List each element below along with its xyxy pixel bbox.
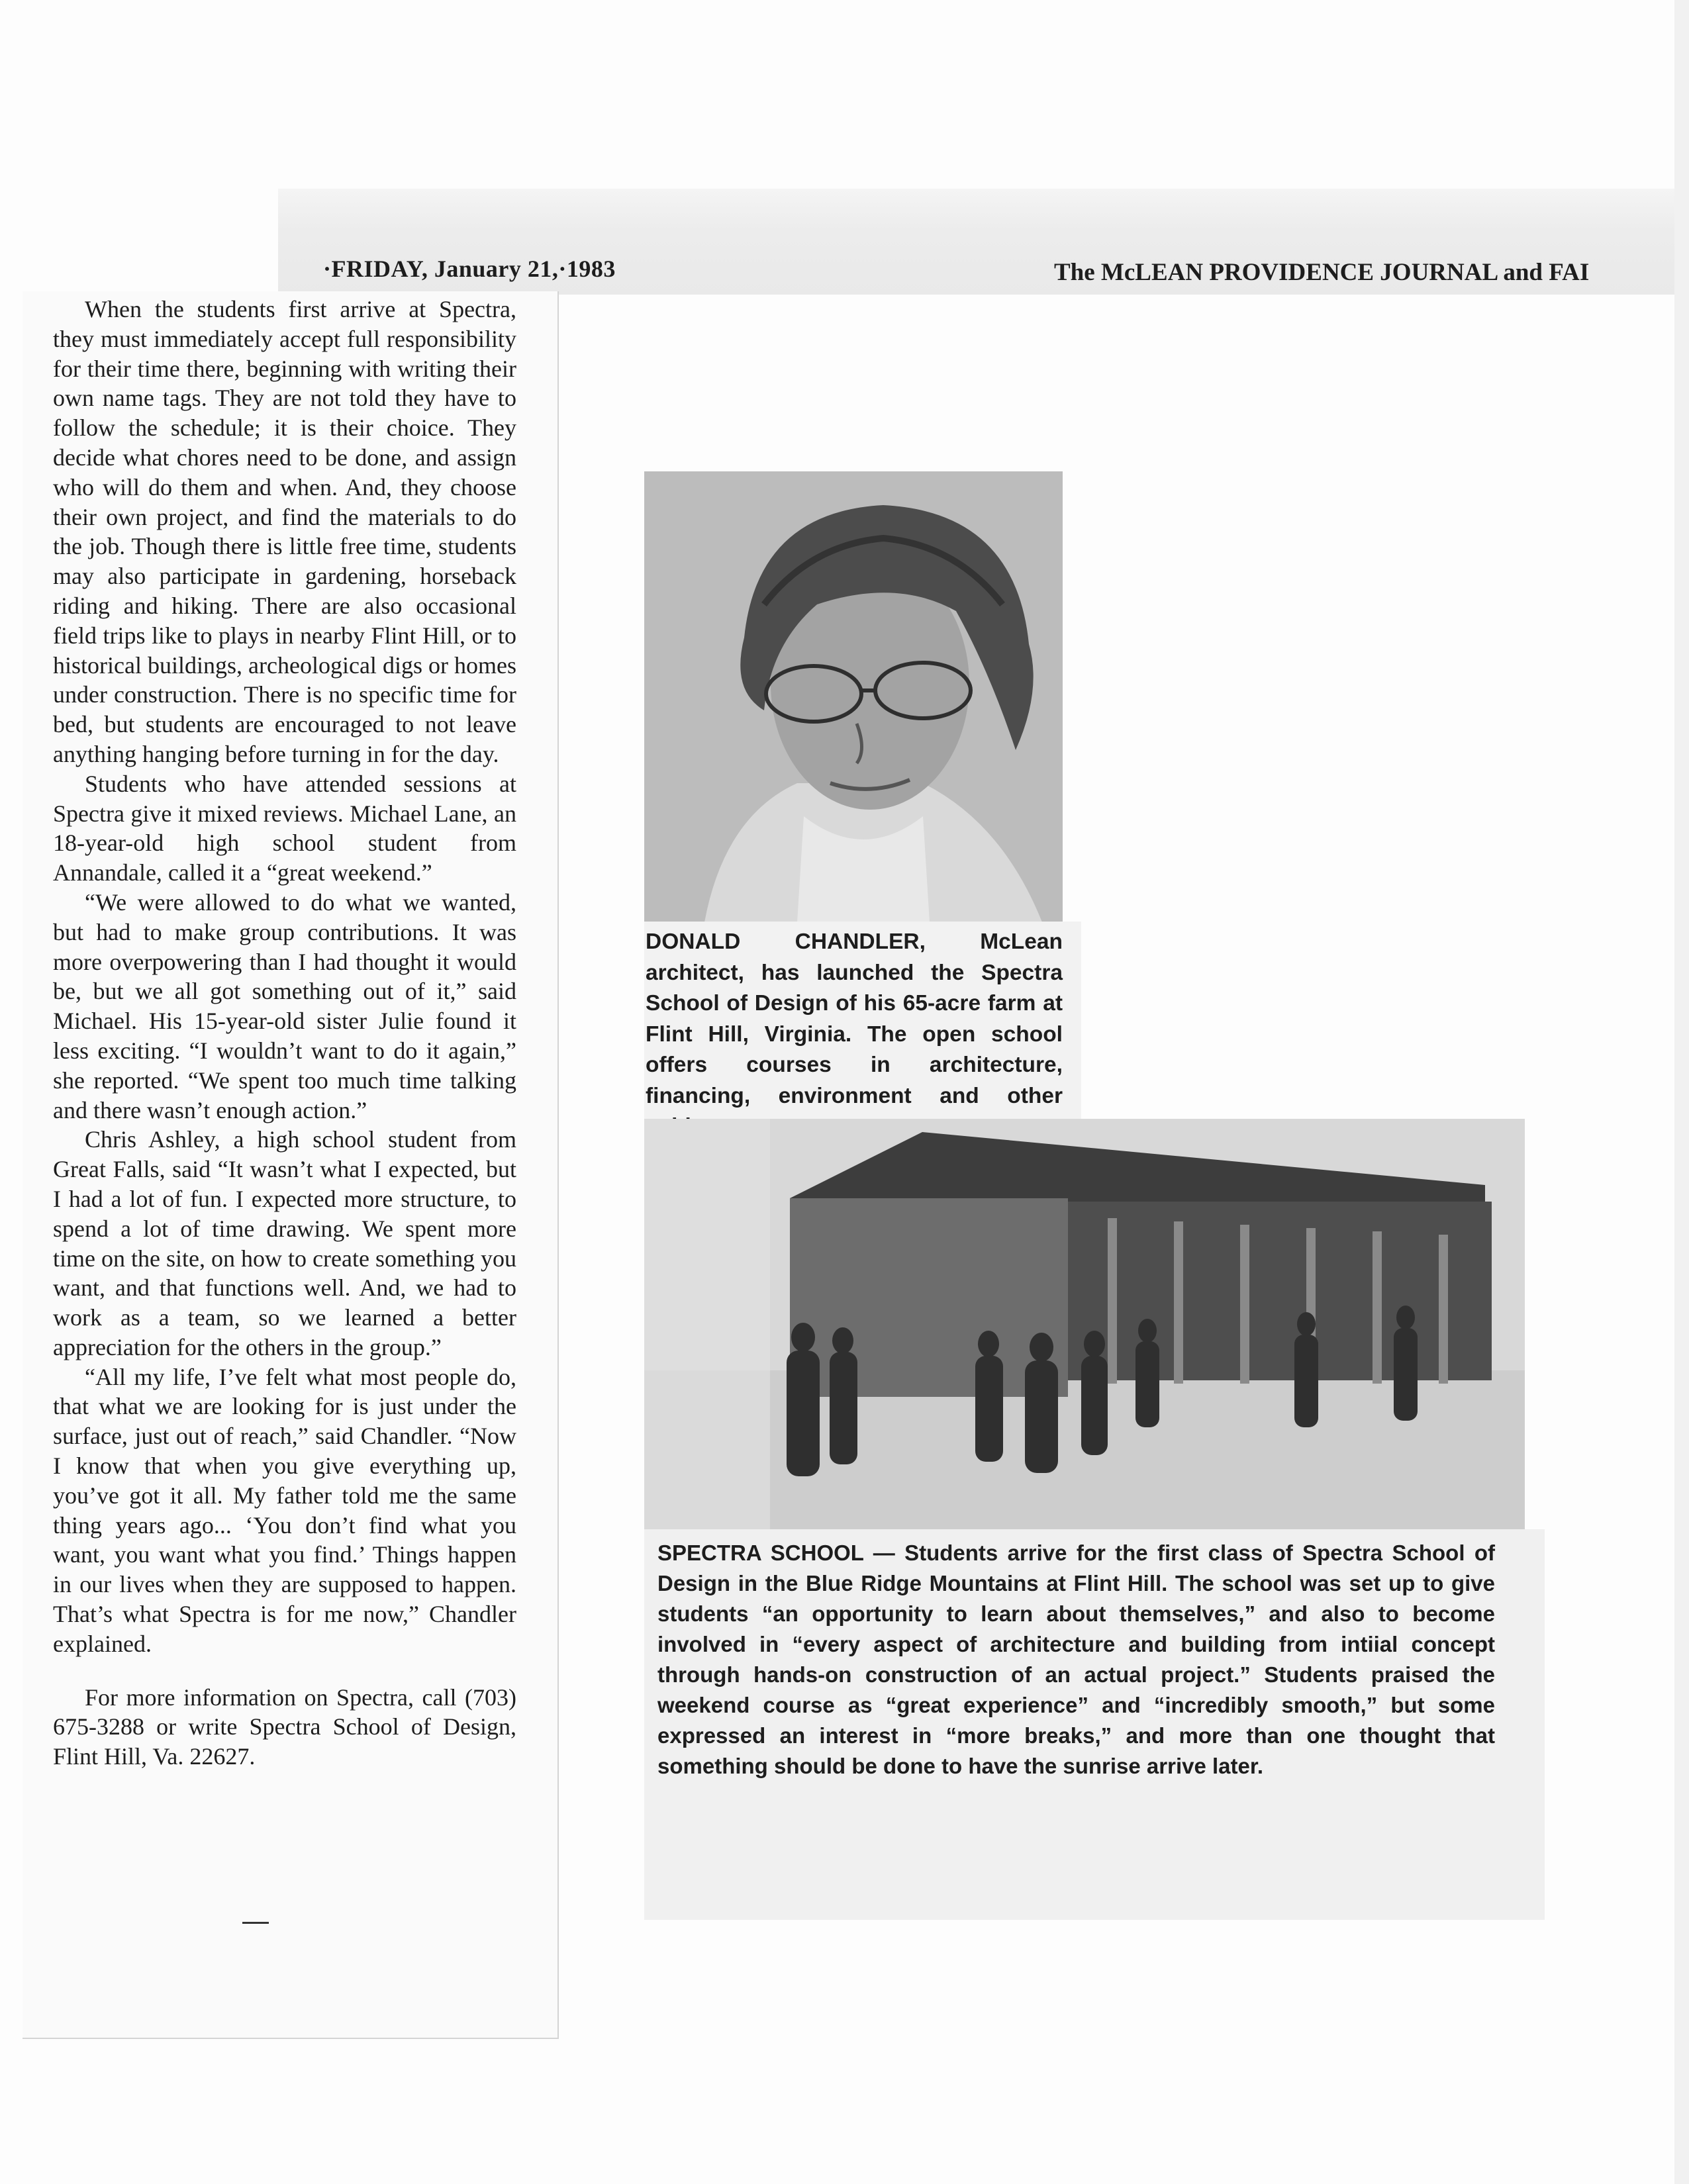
caption-text: Students arrive for the first class of Spectra School of Design in the Blue Ridge Mountains at Flint Hill. The school was set up to give students “an opportunity to learn about themselves,” and also to become involved in “every aspect of architecture and building from intiial concept through hands-on construction of an actual project.” Students praised the weekend course as “great experience” and “incredibly smooth,” but some expressed an interest in “more breaks,” and more than one thought that something should be done to have the sunrise arrive later. (657, 1541, 1495, 1778)
article-paragraph: “We were allowed to do what we wanted, but had to make group contributions. It was more overpowering than I had thought it would be, but we all got something out of it,” said Michael. His 15-year-old sister Julie found it less exciting. “I wouldn’t want to do it again,” she reported. “We spent too much time talking and there wasn’t enough action.” (53, 888, 516, 1123)
masthead: The McLEAN PROVIDENCE JOURNAL and FAI (1054, 259, 1590, 286)
article-paragraph: Chris Ashley, a high school student from Great Falls, said “It wasn’t what I expected, but I had a lot of fun. I expected more structure, to spend a lot of time drawing. We spent more time on the site, on how to create something you want, and that functions well. And, we had to work as a team, so we learned a better appreciation for the others in the group.” (53, 1126, 516, 1360)
scan-edge (1674, 0, 1689, 2184)
portrait-caption: DONALD CHANDLER, McLean architect, has launched the Spectra School of Design of his 65-acre farm at Flint Hill, Virginia. The open school offers courses in architecture, financing, environment and other (646, 929, 1063, 1108)
portrait-photo (644, 471, 1063, 923)
article-paragraph: When the students first arrive at Spectra, they must immediately accept full responsibility for their time there, beginning with writing their own name tags. They are not told they have to follow the schedule; it is their choice. They decide what chores need to be done, and assign who will do them and when. And, they choose their own project, and find the materials to do the job. Though there is little free time, students may also participate in gardening, horseback riding and hiking. There are also occasional field trips like to plays in nearby Flint Hill, or to historical buildings, archeological digs or homes under construction. There is no specific time for bed, but students are encouraged to not leave anything hanging before turning in for the day. (53, 296, 516, 767)
article-column (53, 295, 516, 1772)
school-caption (657, 1538, 1495, 1781)
divider (242, 1922, 269, 1924)
article-paragraph: Students who have attended sessions at Spectra give it mixed reviews. Michael Lane, an 18-year-old high school student from Annandale, called it a “great weekend.” (53, 770, 516, 886)
barn-illustration (644, 1119, 1525, 1529)
school-photo (644, 1119, 1525, 1529)
portrait-illustration (645, 472, 1062, 922)
article-paragraph: “All my life, I’ve felt what most people do, that what we are looking for is just under the surface, just out of reach,” said Chandler. “Now I know that when you give everything up, you’ve got it all. My father told me the same thing years ago... ‘You don’t find what you want, you want what you find.’ Things happen in our lives when they are supposed to happen. That’s what Spectra is for me now,” Chandler explained. (53, 1363, 516, 1657)
contact-info: For more information on Spectra, call (703) 675-3288 or write Spectra School of Design, Flint Hill, Va. 22627. (53, 1684, 516, 1770)
dateline: ·FRIDAY, January 21,·1983 (323, 256, 616, 282)
caption-lead: SPECTRA SCHOOL — (657, 1541, 895, 1565)
